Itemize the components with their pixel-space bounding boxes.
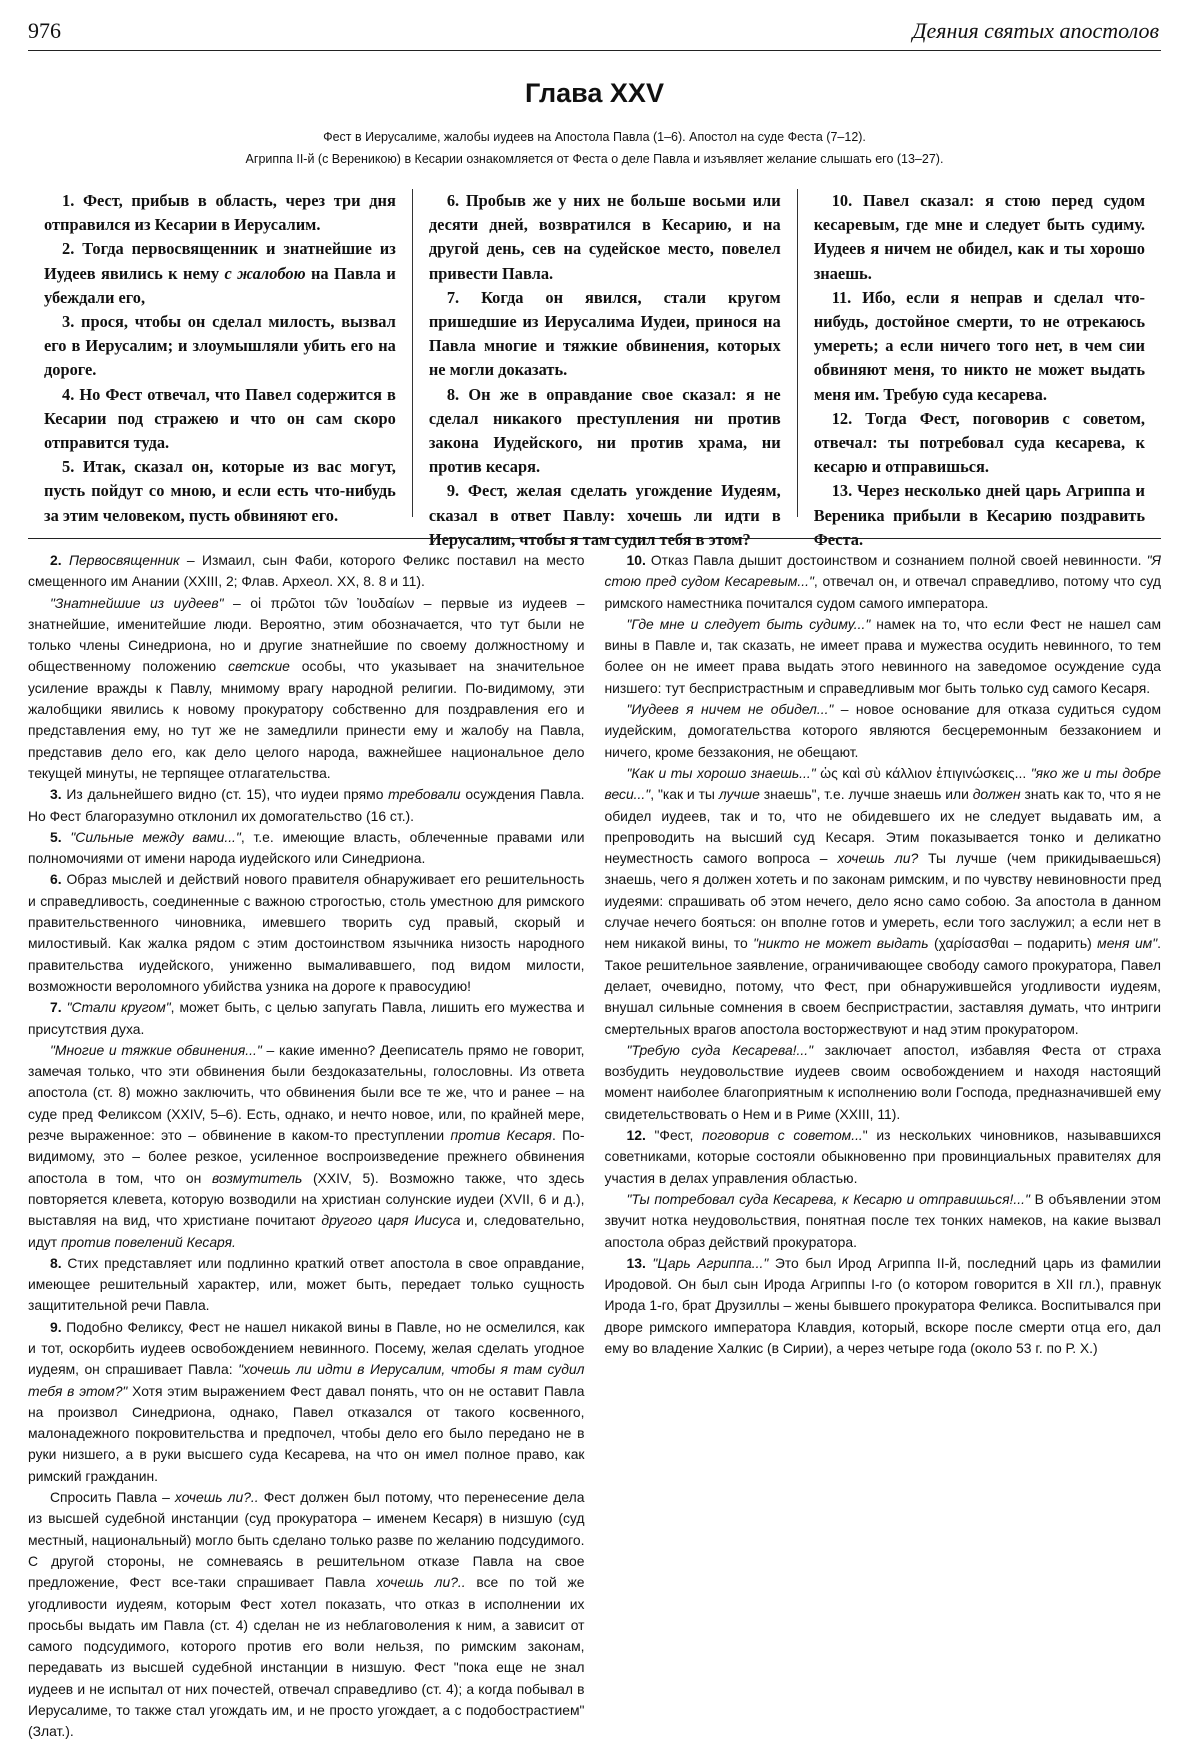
verse-column	[797, 189, 1161, 549]
note: 7. "Стали кругом", может быть, с целью запугать Павла, лишить его мужества и присутствия духа.	[28, 999, 585, 1037]
note: "Требую суда Кесарева!..." заключает апостол, избавляя Феста от страха возбудить неудовольствие иудеев своим освобождением и находя настоящий момент наиболее благоприятным к исполнению воли Господа, предназначившей ему свидетельствовать о Нем и в Риме (XXIII, 11).	[604, 1041, 1161, 1122]
note: "Ты потребовал суда Кесарева, к Кесарю и отправишься!..." В объявлении этом звучит нотка неудовольствия, понятная после тех тонких намеков, на какие вызвал апостола образ действий прокуратора.	[604, 1190, 1161, 1250]
note: 12. "Фест, поговорив с советом..." из нескольких чиновников, называвшихся советниками, которые состояли обыкновенно при провинциальных правителях для участия в делах управления областью.	[604, 1127, 1162, 1186]
note: 3. Из дальнейшего видно (ст. 15), что иудеи прямо требовали осуждения Павла. Но Фест благоразумно отклонил их домогательство (16 ст.).	[28, 786, 585, 824]
verse: 11. Ибо, если я неправ и сделал что-нибудь, достойное смерти, то не отрекаюсь умереть; а если ничего того нет, в чем сии обвиняют меня, то никто не может выдать меня им. Требую суда кесарева.	[813, 287, 1145, 404]
note: "Где мне и следует быть судиму..." намек на то, что если Фест не нашел сам вины в Павле и, так сказать, не имеет права и мужества осудить невинного, то тем более он не имеет права выдать этого невинного на заведомое осуждение суда низшего: тут беспристрастным и справедливым мог быть только суд самого Кесаря.	[604, 615, 1161, 696]
note: 6. Образ мыслей и действий нового правителя обнаруживает его решительность и справедливость, соединенные с важною строгостью, столь уместною для римского правительственного чиновника, имевшего творить суд правый, скорый и милостивый. Как жалка рядом с этим достоинством язычника низость народного правительства иудейского, униженно вымаливавшего, под видом милости, возможности вероломного убийства узника на дороге к правосудию!	[28, 871, 585, 994]
verse: 2. Тогда первосвященник и знатнейшие из Иудеев явились к нему с жалобою на Павла и убеждали его,	[44, 239, 396, 307]
verse: 7. Когда он явился, стали кругом пришедшие из Иерусалима Иудеи, принося на Павла многие и тяжкие обвинения, которых не могли доказать.	[428, 287, 781, 380]
note: "Знатнейшие из иудеев" – οἱ πρῶτοι τῶν Ἰουδαίων – первые из иудеев – знатнейшие, именитейшие люди. Вероятно, этим обозначается, что тут были не только члены Синедриона, но и другие знатнейшие по своему должностному и общественному положению светские особы, что указывает на значительное усиление вражды к Павлу, мнимому врагу народной религии. По-видимому, эти жалобщики явились к новому прокуратору собственно для поздравления его и представления ему, но тут же не замедлили принести ему и жалобу на Павла, представив дело его, как дело целого народа, важнейшее национальное дело текущей минуты, не терпящее отлагательства.	[28, 594, 585, 781]
note: 10. Отказ Павла дышит достоинством и сознанием полной своей невинности. "Я стою пред судом Кесаревым...", отвечал он, и отвечал справедливо, потому что суд римского наместника почитался судом самого императора.	[604, 552, 1161, 611]
verse: 5. Итак, сказал он, которые из вас могут, пусть пойдут со мною, и если есть что-нибудь за этим человеком, пусть обвиняют его.	[44, 457, 396, 525]
chapter-title: Глава XXV	[525, 78, 664, 108]
verse: 12. Тогда Фест, поговорив с советом, отвечал: ты потребовал суда кесарева, к кесарю и отправишься.	[813, 408, 1145, 477]
verse-column	[412, 189, 797, 549]
note: 9. Подобно Феликсу, Фест не нашел никакой вины в Павле, но не осмелился, как и тот, оскорбить иудеев освобождением невинного. Посему, желая сделать угодное иудеям, он спрашивает Павла: "хочешь ли идти в Иерусалим, чтобы я там судил тебя в этом?" Хотя этим выражением Фест давал понять, что он не оставит Павла на произвол Синедриона, однако, Павел отказался от такого косвенного, малонадежного покровительства и предпочел, чтобы дело его было передано не в руки низшего, а в руки высшего суда Кесарева, на что он имел полное право, как римский гражданин.	[28, 1318, 585, 1484]
verse: 1. Фест, прибыв в область, через три дня отправился из Кесарии в Иерусалим.	[44, 191, 396, 235]
note: 2. Первосвященник – Измаил, сын Фаби, которого Феликс поставил на место смещенного им Анании (XXIII, 2; Флав. Археол. XX, 8. 8 и 11).	[28, 552, 585, 590]
verse: 8. Он же в оправдание свое сказал: я не сделал никакого преступления ни против закона Иудейского, ни против храма, ни против кесаря.	[428, 384, 781, 477]
commentary	[28, 550, 1161, 1743]
note: "Иудеев я ничем не обидел..." – новое основание для отказа судиться судом иудейским, домогательства которого являются бесцеремонным беззаконием и ничего, кроме беззакония, не обещают.	[604, 701, 1161, 760]
verse: 13. Через несколько дней царь Агриппа и Вереника прибыли в Кесарию поздравить Феста.	[813, 481, 1145, 549]
note: "Многие и тяжкие обвинения..." – какие именно? Дееписатель прямо не говорит, замечая только, что эти обвинения были бездоказательны, голословны. Из ответа апостола (ст. 8) можно заключить, что обвинения были все те же, что и ранее – на суде пред Феликсом (XXIV, 5–6). Есть, однако, и нечто новое, или, по крайней мере, резче выраженное: это – обвинение в каком-то преступлении против Кесаря. По-видимому, это – более резкое, усиленное воспроизведение прежнего обвинения апостола в том, что он возмутитель (XXIV, 5). Возможно также, что здесь повторяется клевета, которую возводили на христиан солунские иудеи (XVII, 6 и д.), выставляя на вид, что христиане почитают другого царя Иисуса и, следовательно, идут против повелений Кесаря.	[28, 1041, 585, 1250]
commentary-column	[605, 550, 1162, 1743]
section-rule	[28, 538, 1161, 539]
summary-line: Агриппа II-й (с Вереникою) в Кесарии ознакомляется от Феста о деле Павла и изъявляет желание слышать его (13–27).	[245, 152, 944, 166]
chapter-summary	[60, 126, 1129, 170]
note: 8. Стих представляет или подлинно краткий ответ апостола в свое оправдание, имеющее решительный характер, или, может быть, передает только сущность защитительной речи Павла.	[28, 1254, 585, 1314]
verse-column	[28, 189, 412, 525]
verse: 9. Фест, желая сделать угождение Иудеям, сказал в ответ Павлу: хочешь ли идти в Иерусалим, чтобы я там судил тебя в этом?	[428, 481, 781, 549]
note: 13. "Царь Агриппа..." Это был Ирод Агриппа II-й, последний царь из фамилии Иродовой. Он был сын Ирода Агриппы I-го (о котором говорится в XII гл.), правнук Ирода 1-го, брат Друзиллы – жены бывшего прокуратора Феликса. Воспитывался при дворе римского императора Клавдия, который, вскоре после смерти отца его, дал ему во владение Халкис (в Сирии), а через четыре года (около 53 г. по Р. Х.)	[604, 1254, 1161, 1356]
commentary-column	[28, 550, 585, 1743]
header-rule	[28, 50, 1161, 51]
verse: 3. прося, чтобы он сделал милость, вызвал его в Иерусалим; и злоумышляли убить его на дороге.	[44, 312, 396, 380]
verses-block	[28, 189, 1161, 549]
summary-line: Фест в Иерусалиме, жалобы иудеев на Апостола Павла (1–6). Апостол на суде Феста (7–12).	[323, 130, 866, 144]
verse: 4. Но Фест отвечал, что Павел содержится в Кесарии под стражею и что он сам скоро отправится туда.	[44, 384, 396, 453]
page-number: 976	[28, 18, 61, 43]
note: 5. "Сильные между вами...", т.е. имеющие власть, облеченные правами или полномочиями от имени народа иудейского или Синедриона.	[28, 828, 585, 867]
note: Спросить Павла – хочешь ли?.. Фест должен был потому, что перенесение дела из высшей судебной инстанции (суд прокуратора – именем Кесаря) в низшую (суд местный, национальный) могло быть сделано только разве по желанию подсудимого. С другой стороны, не сомневаясь в решительном отказе Павла на свое предложение, Фест все-таки спрашивает Павла хочешь ли?.. все по той же угодливости иудеям, которым Фест хотел показать, что отказ в исполнении их просьбы выдать им Павла (ст. 4) сделан не из неблаговоления к ним, а зависит от самого подсудимого, которого против его воли нельзя, по римским законам, передавать из высшей судебной инстанции в низшую. Фест "пока еще не знал иудеев и не испытал от них почестей, отвечал справедливо (ст. 4); а когда побывал в Иерусалиме, то также стал угождать им, и не просто угождает, а с подобострастием" (Злат.).	[28, 1489, 585, 1740]
note: "Как и ты хорошо знаешь..." ὡς καὶ σὺ κάλλιον ἐπιγινώσκεις... "яко же и ты добре веси...", "как и ты лучше знаешь", т.е. лучше знаешь или должен знать как то, что я не обидел иудеев, так и то, что не обидевшего их не следует выдавать им, а препроводить на высший суд Кесаря. Этим показывается тонко и деликатно неуместность самого вопроса – хочешь ли? Ты лучше (чем прикидываешься) знаешь, чего я должен хотеть и по законам римским, и по чувству невиновности пред иудеями: спрашивать об этом нечего, дело ясно само собою. За апостола в данном случае нечего бояться: он вполне готов и умереть, если того заслужил; а если нет в нем никакой вины, то "никто не может выдать (χαρίσασθαι – подарить) меня им". Такое решительное заявление, ограничивающее свободу самого прокуратора, Павел делает, очевидно, потому, что Фест, при обнаружившейся угодливости иудеям, внушал сильные сомнения в своем беспристрастии, заставляя думать, что интриги смертельных врагов апостола восторжествуют и над этим прокуратором.	[604, 764, 1162, 1037]
verse: 10. Павел сказал: я стою перед судом кесаревым, где мне и следует быть судиму. Иудеев я ничем не обидел, как и ты хорошо знаешь.	[813, 191, 1145, 283]
verse: 6. Пробыв же у них не больше восьми или десяти дней, возвратился в Кесарию, и на другой день, сев на судейское место, повелел привести Павла.	[428, 191, 781, 283]
running-title: Деяния святых апостолов	[912, 18, 1159, 43]
